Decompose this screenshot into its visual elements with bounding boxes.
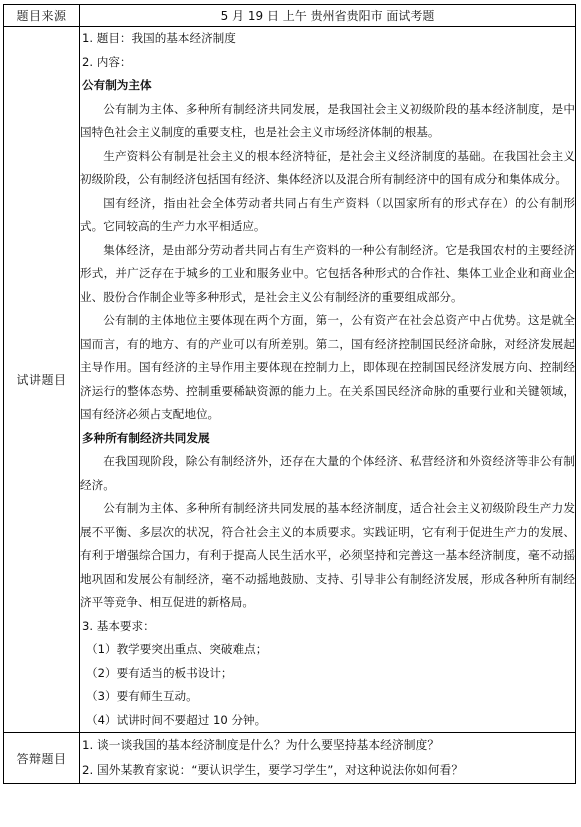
source-value: 5 月 19 日 上午 贵州省贵阳市 面试考题 bbox=[80, 5, 576, 27]
requirement-item: （3）要有师生互动。 bbox=[86, 689, 198, 703]
paragraph-2: 生产资料公有制是社会主义的根本经济特征，是社会主义经济制度的基础。在我国社会主义初级阶段，公有制经济包括国有经济、集体经济以及混合所有制经济中的国有成分和集体成分。 bbox=[80, 148, 575, 186]
lecture-title-line: 1. 题目：我国的基本经济制度 bbox=[82, 31, 236, 45]
lecture-content-line: 2. 内容： bbox=[82, 54, 132, 69]
paragraph-6: 在我国现阶段，除公有制经济外，还存在大量的个体经济、私营经济和外资经济等非公有制经济。 bbox=[80, 454, 575, 492]
paragraph-7: 公有制为主体、多种所有制经济共同发展的基本经济制度，适合社会主义初级阶段生产力发展不平衡、多层次的状况，符合社会主义的本质要求。实践证明，它有利于促进生产力的发展、有利于增强综合国力，有利于提高人民生活水平，必须坚持和完善这一基本经济制度，毫不动摇地巩固和发展公有制经济，毫不动摇地鼓励、支持、引导非公有制经济发展，形成各种所有制经济平等竞争、相互促进的新格局。 bbox=[80, 501, 575, 609]
source-label: 题目来源 bbox=[4, 5, 80, 27]
requirements-heading: 3. 基本要求： bbox=[82, 618, 155, 633]
paragraph-4: 集体经济，是由部分劳动者共同占有生产资料的一种公有制经济。它是我国农村的主要经济形式，并广泛存在于城乡的工业和服务业中。它包括各种形式的合作社、集体工业企业和商业企业、股份合作制企业等多种形式，是社会主义公有制经济的重要组成部分。 bbox=[80, 242, 575, 304]
defense-label: 答辩题目 bbox=[4, 733, 80, 784]
source-row bbox=[4, 5, 576, 27]
exam-question-table bbox=[3, 4, 576, 784]
paragraph-5: 公有制的主体地位主要体现在两个方面，第一，公有资产在社会总资产中占优势。这是就全国而言，有的地方、有的产业可以有所差别。第二，国有经济控制国民经济命脉，对经济发展起主导作用。国有经济的主导作用主要体现在控制力上，即体现在控制国民经济发展方向、控制经济运行的整体态势、控制重要稀缺资源的能力上。在关系国民经济命脉的重要行业和关键领域，国有经济必须占支配地位。 bbox=[80, 313, 575, 421]
section-heading-public-ownership: 公有制为主体 bbox=[82, 78, 152, 92]
section-heading-multiple-ownership: 多种所有制经济共同发展 bbox=[82, 430, 210, 445]
requirement-item: （1）教学要突出重点、突破难点； bbox=[86, 642, 268, 656]
defense-row bbox=[4, 733, 576, 784]
defense-content bbox=[80, 733, 576, 784]
lecture-label: 试讲题目 bbox=[4, 27, 80, 733]
defense-question: 1. 谈一谈我国的基本经济制度是什么？为什么要坚持基本经济制度？ bbox=[82, 738, 440, 752]
requirement-item: （2）要有适当的板书设计； bbox=[86, 665, 233, 680]
defense-question: 2. 国外某教育家说：“要认识学生，要学习学生”，对这种说法你如何看？ bbox=[82, 763, 464, 777]
paragraph-1: 公有制为主体、多种所有制经济共同发展，是我国社会主义初级阶段的基本经济制度，是中国特色社会主义制度的重要支柱，也是社会主义市场经济体制的根基。 bbox=[80, 101, 575, 139]
lecture-content bbox=[80, 27, 576, 733]
requirement-item: （4）试讲时间不要超过 10 分钟。 bbox=[86, 712, 267, 727]
lecture-row bbox=[4, 27, 576, 733]
paragraph-3: 国有经济，指由社会全体劳动者共同占有生产资料（以国家所有的形式存在）的公有制形式。它同较高的生产力水平相适应。 bbox=[80, 195, 575, 233]
